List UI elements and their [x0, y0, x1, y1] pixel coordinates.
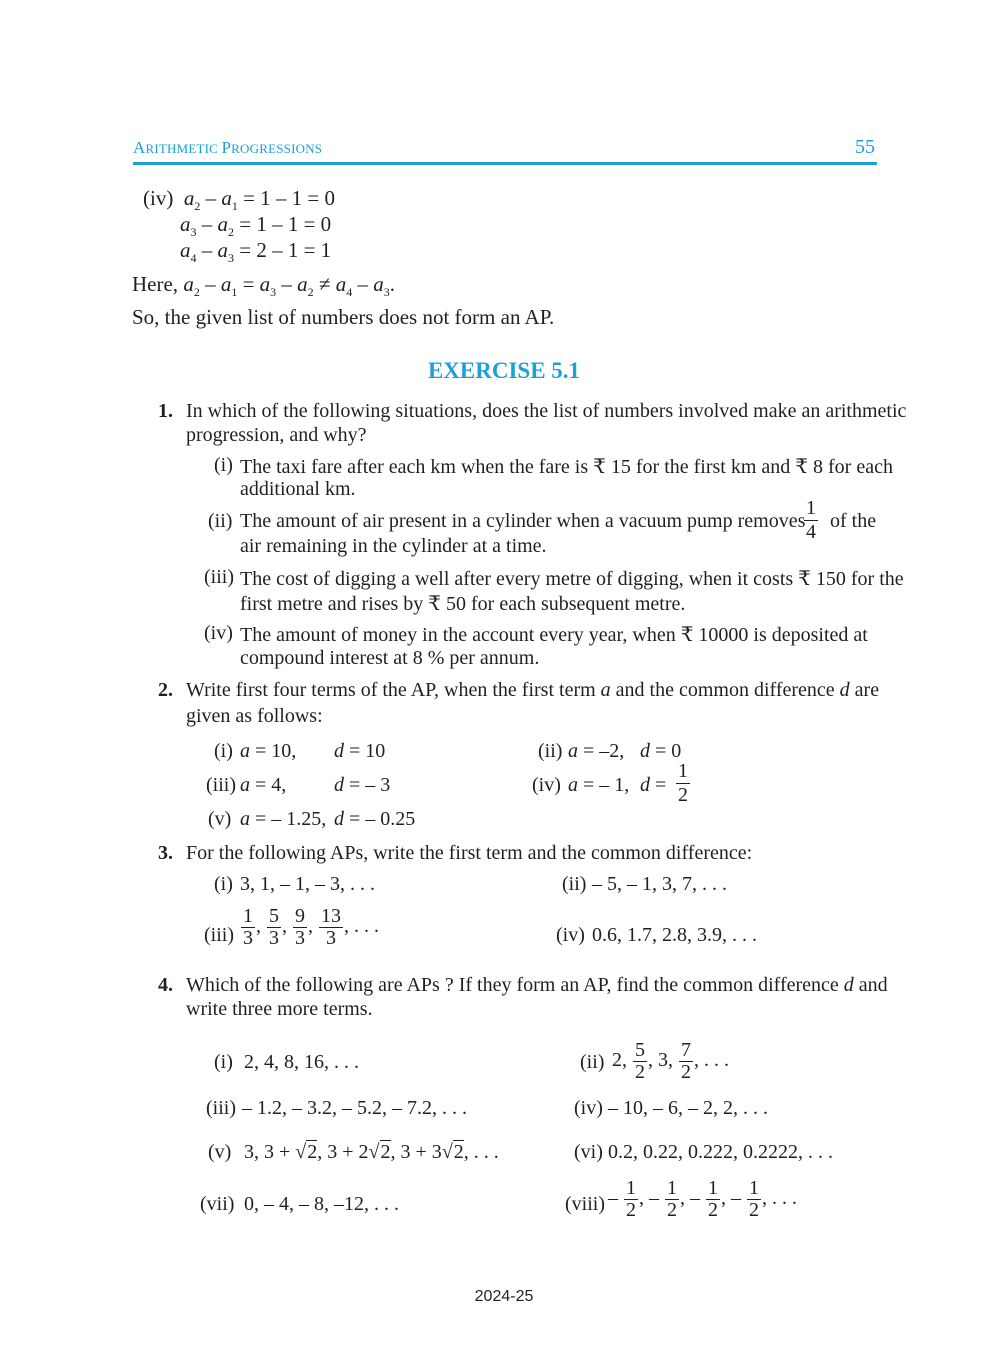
q4-iv-label: (iv): [574, 1097, 603, 1119]
q2-number: 2.: [158, 679, 173, 701]
q2-ii-label: (ii): [538, 740, 563, 762]
q4-number: 4.: [158, 974, 173, 996]
q3-i-text: 3, 1, – 1, – 3, . . .: [240, 873, 375, 895]
q4-vii-text: 0, – 4, – 8, –12, . . .: [244, 1193, 399, 1215]
q1-iv-label: (iv): [204, 622, 233, 644]
q1-iv-line2: compound interest at 8 % per annum.: [240, 647, 540, 669]
q1-iii-line1: The cost of digging a well after every metre of digging, when it costs ₹ 150 for the: [240, 568, 904, 590]
q1-ii-label: (ii): [208, 510, 233, 532]
q1-ii-fraction: 1 4: [806, 497, 816, 543]
example-here-line: Here, $a_2 - a_1 = a_3 - a_2 \ne a_4 - a_3$.: [132, 272, 395, 299]
q4-viii-label: (viii): [565, 1193, 605, 1215]
header-rule: [133, 162, 877, 165]
q3-number: 3.: [158, 842, 173, 864]
page-number: 55: [855, 136, 875, 158]
q4-vi-label: (vi): [574, 1141, 603, 1163]
q1-iii-label: (iii): [204, 566, 234, 588]
q1-ii-tail: of the: [830, 510, 877, 532]
q3-ii-text: – 5, – 1, 3, 7, . . .: [592, 873, 727, 895]
q3-iv-text: 0.6, 1.7, 2.8, 3.9, . . .: [592, 924, 757, 946]
q4-i-label: (i): [214, 1051, 233, 1073]
q3-stem: For the following APs, write the first term and the common difference:: [186, 842, 753, 864]
q4-v-sequence: 3, 3 + √2, 3 + 2√2, 3 + 3√2, . . .: [244, 1141, 499, 1163]
q3-ii-label: (ii): [562, 873, 587, 895]
q2-ii-a: a = –2,: [568, 740, 625, 762]
q2-iv-fraction: 1 2: [678, 760, 688, 806]
q2-v-a: a = – 1.25,: [240, 808, 327, 830]
q2-i-d: d = 10: [334, 740, 386, 762]
q2-stem-line1: Write first four terms of the AP, when the first term a and the common difference d are: [186, 679, 880, 701]
q2-ii-d: d = 0: [640, 740, 682, 762]
q2-v-d: d = – 0.25: [334, 808, 416, 830]
q3-iii-sequence: $\frac{1}{3}$ , $\frac{5}{3}$ , $\frac{9}{3}$ , $\frac{13}{3}$ , . . .: [243, 905, 379, 949]
exercise-title: EXERCISE 5.1: [427, 358, 581, 383]
q3-i-label: (i): [214, 873, 233, 895]
example-iv-line2: $a_3 - a_2 = 1 - 1 = 0$: [180, 212, 332, 239]
example-conclusion: So, the given list of numbers does not form an AP.: [132, 305, 555, 329]
q4-iii-label: (iii): [206, 1097, 236, 1119]
example-iv-line1: (iv) $a_2 - a_1 = 1 - 1 = 0$: [143, 186, 336, 213]
q1-i-label: (i): [214, 454, 233, 476]
q2-iv-d: d =: [640, 774, 667, 796]
q1-number: 1.: [158, 400, 173, 422]
q1-iii-line2: first metre and rises by ₹ 50 for each subsequent metre.: [240, 593, 686, 615]
q4-vii-label: (vii): [200, 1193, 235, 1215]
footer-year: 2024-25: [474, 1288, 534, 1305]
q4-stem-line2: write three more terms.: [186, 998, 373, 1020]
q2-iv-label: (iv): [532, 774, 561, 796]
q1-ii-line1: The amount of air present in a cylinder when a vacuum pump removes: [240, 510, 806, 532]
q1-ii-line2: air remaining in the cylinder at a time.: [240, 535, 547, 557]
q1-stem-line1: In which of the following situations, does the list of numbers involved make an arithmetic: [186, 400, 907, 422]
q1-iv-line1: The amount of money in the account every year, when ₹ 10000 is deposited at: [240, 624, 868, 646]
q2-iii-d: d = – 3: [334, 774, 391, 796]
q1-stem-line2: progression, and why?: [186, 424, 367, 446]
q2-i-label: (i): [214, 740, 233, 762]
q1-i-line2: additional km.: [240, 478, 356, 500]
q3-iv-label: (iv): [556, 924, 585, 946]
q2-v-label: (v): [208, 808, 232, 830]
q2-iii-label: (iii): [206, 774, 236, 796]
q4-ii-label: (ii): [580, 1051, 605, 1073]
q4-iii-text: – 1.2, – 3.2, – 5.2, – 7.2, . . .: [242, 1097, 467, 1119]
q1-i-line1: The taxi fare after each km when the fare is ₹ 15 for the first km and ₹ 8 for each: [240, 456, 893, 478]
running-header-title: ARITHMETIC PROGRESSIONS: [133, 138, 323, 157]
q2-i-a: a = 10,: [240, 740, 297, 762]
q4-vi-text: 0.2, 0.22, 0.222, 0.2222, . . .: [608, 1141, 833, 1163]
q4-viii-sequence: – $\frac{1}{2}$ , – $\frac{1}{2}$ , – $\frac{1}{2}$ , – $\frac{1}{2}$ , . . .: [608, 1177, 797, 1221]
q4-iv-text: – 10, – 6, – 2, 2, . . .: [608, 1097, 768, 1119]
q4-v-label: (v): [208, 1141, 232, 1163]
q4-stem-line1: Which of the following are APs ? If they form an AP, find the common difference d and: [186, 974, 888, 996]
q2-iv-a: a = – 1,: [568, 774, 630, 796]
q2-iii-a: a = 4,: [240, 774, 287, 796]
q3-iii-label: (iii): [204, 924, 234, 946]
q4-ii-sequence: 2, $\frac{5}{2}$ , 3, $\frac{7}{2}$ , . . .: [612, 1039, 729, 1083]
q4-i-text: 2, 4, 8, 16, . . .: [244, 1051, 359, 1073]
q2-stem-line2: given as follows:: [186, 705, 323, 727]
example-iv-line3: $a_4 - a_3 = 2 - 1 = 1$: [180, 238, 332, 265]
